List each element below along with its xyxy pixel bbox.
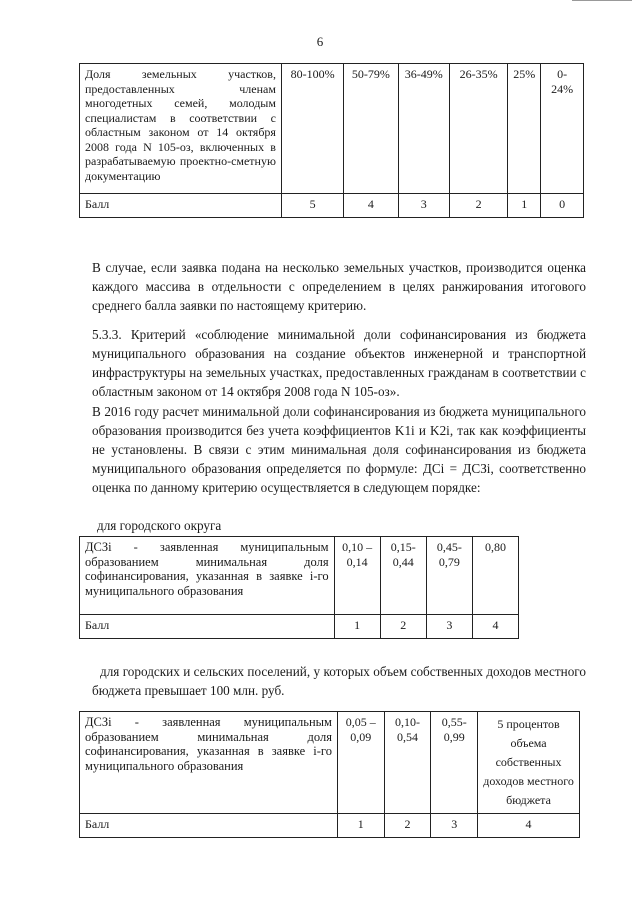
score-cell: 2	[380, 615, 426, 639]
range-cell: 26-35%	[450, 64, 508, 194]
range-cell: 0,15-0,44	[380, 537, 426, 615]
scan-margin-mark	[572, 0, 632, 7]
range-cell: 0-24%	[541, 64, 584, 194]
table-row	[80, 615, 519, 639]
city-district-score-table	[79, 536, 519, 639]
table-description-cell: ДСЗi - заявленная муниципальным образованием минимальная доля софинансирования, указанная в заявке i-го муниципального образования	[80, 537, 335, 615]
range-cell: 50-79%	[344, 64, 398, 194]
score-cell: 3	[426, 615, 472, 639]
score-label-cell: Балл	[80, 615, 335, 639]
range-cell: 36-49%	[398, 64, 449, 194]
score-cell: 0	[541, 194, 584, 218]
range-cell: 0,45-0,79	[426, 537, 472, 615]
score-cell: 2	[384, 814, 431, 838]
table-row	[80, 64, 584, 194]
range-cell: 80-100%	[281, 64, 343, 194]
paragraph-criterion-5-3-3: 5.3.3. Критерий «соблюдение минимальной доли софинансирования из бюджета муниципального образования на создание объектов инженерной и транспортной инфраструктуры на земельных участках, предоставленных гражданам в соответствии с областным законом от 14 октября 2008 года N 105-оз».	[92, 327, 586, 399]
range-cell: 5 процентов объема собственных доходов местного бюджета	[478, 712, 580, 814]
score-cell: 3	[431, 814, 478, 838]
label-settlements: для городских и сельских поселений, у которых объем собственных доходов местного бюджета превышает 100 млн. руб.	[92, 664, 586, 698]
range-cell: 0,05 – 0,09	[337, 712, 384, 814]
table-row	[80, 814, 580, 838]
range-cell: 0,80	[472, 537, 518, 615]
score-label-cell: Балл	[80, 814, 338, 838]
score-cell: 1	[334, 615, 380, 639]
range-cell: 25%	[508, 64, 541, 194]
page-number: 6	[316, 34, 324, 49]
score-cell: 4	[344, 194, 398, 218]
table-row	[80, 194, 584, 218]
table-row	[80, 712, 580, 814]
settlements-score-table	[79, 711, 580, 838]
paragraph-multiple-plots: В случае, если заявка подана на несколько земельных участков, производится оценка каждого массива в отдельности с определением в целях ранжирования итогового среднего балла заявки по настоящему критерию.	[92, 260, 586, 313]
score-label-cell: Балл	[80, 194, 282, 218]
range-cell: 0,10 – 0,14	[334, 537, 380, 615]
table-description-cell: ДСЗi - заявленная муниципальным образованием минимальная доля софинансирования, указанная в заявке i-го муниципального образования	[80, 712, 338, 814]
range-cell: 0,10-0,54	[384, 712, 431, 814]
score-cell: 5	[281, 194, 343, 218]
label-city-district: для городского округа	[97, 518, 222, 533]
paragraph-2016-calculation: В 2016 году расчет минимальной доли софинансирования из бюджета муниципального образования производится без учета коэффициентов K1i и K2i, так как коэффициенты не установлены. В связи с этим минимальная доля софинансирования из бюджета муниципального образования определяется по формуле: ДСi = ДСЗi, соответственно оценка по данному критерию осуществляется в следующем порядке:	[92, 404, 586, 495]
score-cell: 1	[337, 814, 384, 838]
range-cell: 0,55-0,99	[431, 712, 478, 814]
score-cell: 2	[450, 194, 508, 218]
score-cell: 4	[478, 814, 580, 838]
score-cell: 4	[472, 615, 518, 639]
land-share-score-table	[79, 63, 584, 218]
table-description-cell: Доля земельных участков, предоставленных членам многодетных семей, молодым специалистам в соответствии с областным законом от 14 октября 2008 года N 105-оз, включенных в разрабатываемую проектно-сметную документацию	[80, 64, 282, 194]
score-cell: 1	[508, 194, 541, 218]
table-row	[80, 537, 519, 615]
score-cell: 3	[398, 194, 449, 218]
